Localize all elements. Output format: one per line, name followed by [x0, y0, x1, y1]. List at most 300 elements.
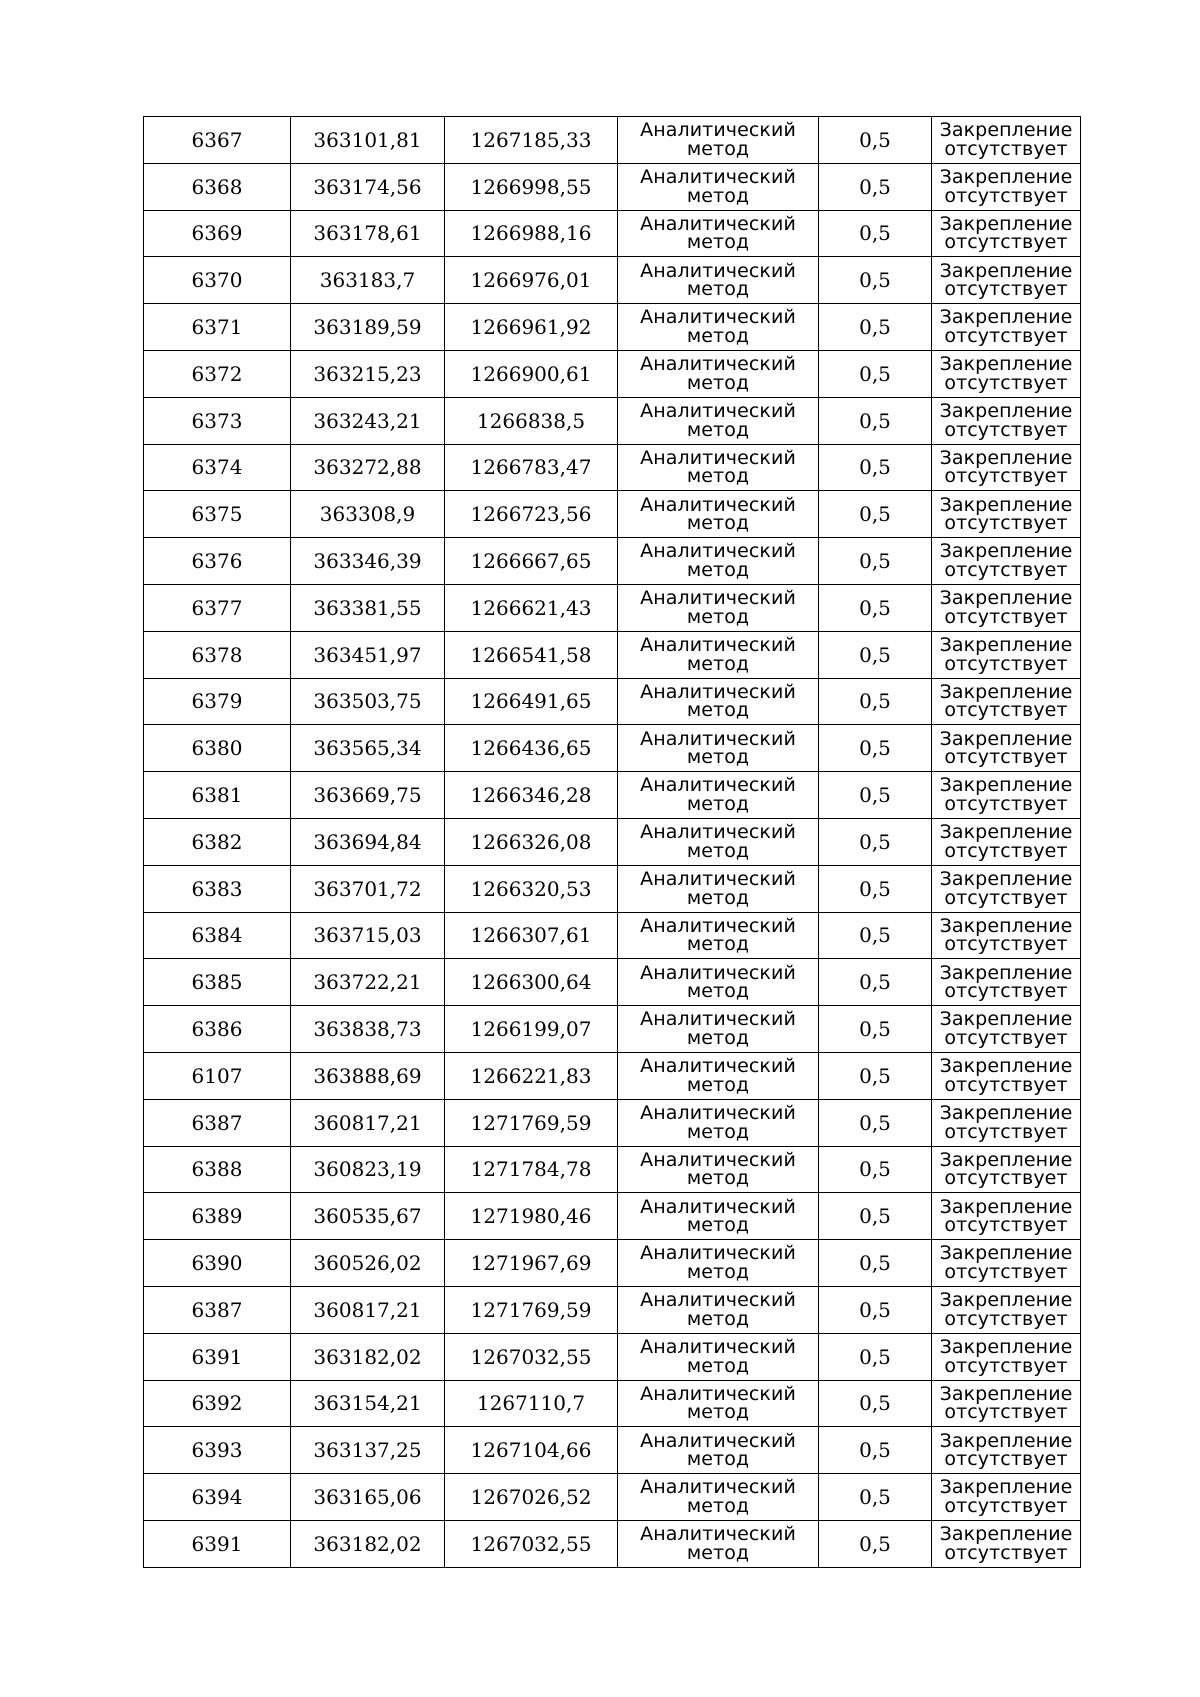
x-coordinate-cell: 363722,21	[291, 959, 445, 1006]
method-cell	[618, 1006, 819, 1053]
fixing-cell-line: отсутствует	[944, 1401, 1068, 1424]
method-cell-line: Аналитический	[640, 493, 796, 516]
fixing-cell-line: отсутствует	[944, 886, 1068, 909]
y-coordinate-cell: 1271769,59	[445, 1099, 618, 1146]
table-row	[144, 1052, 1081, 1099]
x-coordinate-cell: 360823,19	[291, 1146, 445, 1193]
method-cell	[618, 1193, 819, 1240]
method-cell-line: Аналитический	[640, 1055, 796, 1078]
fixing-cell-line: Закрепление	[939, 1195, 1073, 1218]
accuracy-cell: 0,5	[819, 1052, 932, 1099]
point-number-cell: 6373	[144, 397, 291, 444]
y-coordinate-cell: 1267185,33	[445, 117, 618, 164]
x-coordinate-cell: 363381,55	[291, 584, 445, 631]
method-cell-line: метод	[686, 652, 750, 675]
method-cell	[618, 1474, 819, 1521]
fixing-cell-line: отсутствует	[944, 652, 1068, 675]
fixing-cell-line: отсутствует	[944, 1495, 1068, 1517]
table-row	[144, 1286, 1081, 1333]
point-number-cell: 6372	[144, 350, 291, 397]
method-cell-line: метод	[686, 1167, 750, 1190]
fixing-cell-line: отсутствует	[944, 559, 1068, 582]
method-cell-line: метод	[686, 184, 750, 207]
point-number-cell: 6388	[144, 1146, 291, 1193]
fixing-cell	[932, 1240, 1081, 1287]
method-cell-line: Аналитический	[640, 821, 796, 844]
table-row	[144, 1427, 1081, 1474]
fixing-cell-line: отсутствует	[944, 933, 1068, 956]
fixing-cell-line: Закрепление	[939, 774, 1073, 797]
y-coordinate-cell: 1266320,53	[445, 865, 618, 912]
fixing-cell	[932, 1286, 1081, 1333]
y-coordinate-cell: 1267026,52	[445, 1474, 618, 1521]
table-row	[144, 210, 1081, 257]
method-cell-line: Аналитический	[640, 1523, 796, 1546]
fixing-cell-line: отсутствует	[944, 278, 1068, 301]
fixing-cell-line: Закрепление	[939, 1148, 1073, 1171]
x-coordinate-cell: 363888,69	[291, 1052, 445, 1099]
fixing-cell	[932, 1380, 1081, 1427]
accuracy-cell: 0,5	[819, 304, 932, 351]
x-coordinate-cell: 363838,73	[291, 1006, 445, 1053]
accuracy-cell: 0,5	[819, 1474, 932, 1521]
method-cell-line: метод	[686, 746, 750, 769]
y-coordinate-cell: 1266961,92	[445, 304, 618, 351]
table-row	[144, 257, 1081, 304]
point-number-cell: 6381	[144, 772, 291, 819]
y-coordinate-cell: 1266723,56	[445, 491, 618, 538]
accuracy-cell: 0,5	[819, 678, 932, 725]
fixing-cell-line: отсутствует	[944, 465, 1068, 488]
method-cell-line: Аналитический	[640, 727, 796, 750]
method-cell-line: Аналитический	[640, 1008, 796, 1031]
y-coordinate-cell: 1266436,65	[445, 725, 618, 772]
point-number-cell: 6390	[144, 1240, 291, 1287]
fixing-cell	[932, 397, 1081, 444]
table-row	[144, 912, 1081, 959]
point-number-cell: 6380	[144, 725, 291, 772]
method-cell-line: Аналитический	[640, 446, 796, 469]
table-row	[144, 631, 1081, 678]
y-coordinate-cell: 1266221,83	[445, 1052, 618, 1099]
method-cell-line: метод	[686, 1120, 750, 1143]
table-row	[144, 350, 1081, 397]
table-row	[144, 678, 1081, 725]
method-cell-line: Аналитический	[640, 1336, 796, 1358]
fixing-cell	[932, 444, 1081, 491]
fixing-cell-line: Закрепление	[939, 680, 1073, 703]
method-cell	[618, 1099, 819, 1146]
fixing-cell-line: Закрепление	[939, 446, 1073, 469]
point-number-cell: 6374	[144, 444, 291, 491]
method-cell	[618, 584, 819, 631]
fixing-cell	[932, 1052, 1081, 1099]
accuracy-cell: 0,5	[819, 444, 932, 491]
point-number-cell: 6379	[144, 678, 291, 725]
fixing-cell-line: отсутствует	[944, 1027, 1068, 1050]
table-row	[144, 538, 1081, 585]
x-coordinate-cell: 363182,02	[291, 1520, 445, 1567]
table-row	[144, 959, 1081, 1006]
fixing-cell	[932, 1427, 1081, 1474]
fixing-cell-line: Закрепление	[939, 821, 1073, 844]
accuracy-cell: 0,5	[819, 584, 932, 631]
table-row	[144, 1193, 1081, 1240]
method-cell-line: метод	[686, 1027, 750, 1050]
accuracy-cell: 0,5	[819, 631, 932, 678]
y-coordinate-cell: 1266838,5	[445, 397, 618, 444]
accuracy-cell: 0,5	[819, 725, 932, 772]
fixing-cell	[932, 725, 1081, 772]
y-coordinate-cell: 1266541,58	[445, 631, 618, 678]
fixing-cell-line: отсутствует	[944, 1167, 1068, 1190]
table-row	[144, 1099, 1081, 1146]
method-cell-line: Аналитический	[640, 1102, 796, 1125]
method-cell-line: метод	[686, 418, 750, 441]
point-number-cell: 6387	[144, 1286, 291, 1333]
accuracy-cell: 0,5	[819, 117, 932, 164]
y-coordinate-cell: 1267104,66	[445, 1427, 618, 1474]
fixing-cell-line: Закрепление	[939, 1523, 1073, 1546]
method-cell-line: Аналитический	[640, 1476, 796, 1499]
method-cell-line: метод	[686, 1307, 750, 1330]
y-coordinate-cell: 1267110,7	[445, 1380, 618, 1427]
fixing-cell-line: отсутствует	[944, 839, 1068, 862]
coordinates-table	[143, 116, 1081, 1568]
method-cell	[618, 163, 819, 210]
accuracy-cell: 0,5	[819, 397, 932, 444]
point-number-cell: 6387	[144, 1099, 291, 1146]
point-number-cell: 6376	[144, 538, 291, 585]
y-coordinate-cell: 1266621,43	[445, 584, 618, 631]
x-coordinate-cell: 363137,25	[291, 1427, 445, 1474]
method-cell-line: Аналитический	[640, 1429, 796, 1452]
fixing-cell	[932, 257, 1081, 304]
point-number-cell: 6107	[144, 1052, 291, 1099]
method-cell	[618, 397, 819, 444]
method-cell	[618, 1240, 819, 1287]
fixing-cell-line: отсутствует	[944, 793, 1068, 816]
method-cell-line: метод	[686, 371, 750, 394]
method-cell-line: метод	[686, 1354, 750, 1377]
fixing-cell-line: Закрепление	[939, 493, 1073, 516]
method-cell-line: метод	[686, 699, 750, 722]
accuracy-cell: 0,5	[819, 1380, 932, 1427]
accuracy-cell: 0,5	[819, 163, 932, 210]
fixing-cell	[932, 304, 1081, 351]
method-cell-line: метод	[686, 325, 750, 348]
fixing-cell-line: отсутствует	[944, 1261, 1068, 1284]
method-cell-line: Аналитический	[640, 1242, 796, 1265]
fixing-cell-line: Закрепление	[939, 400, 1073, 423]
table-row	[144, 117, 1081, 164]
method-cell-line: Аналитический	[640, 1382, 796, 1405]
y-coordinate-cell: 1266900,61	[445, 350, 618, 397]
table-row	[144, 444, 1081, 491]
fixing-cell	[932, 818, 1081, 865]
method-cell-line: Аналитический	[640, 166, 796, 189]
y-coordinate-cell: 1267032,55	[445, 1333, 618, 1380]
point-number-cell: 6378	[144, 631, 291, 678]
table-row	[144, 491, 1081, 538]
fixing-cell-line: Закрепление	[939, 119, 1073, 142]
fixing-cell	[932, 678, 1081, 725]
fixing-cell	[932, 631, 1081, 678]
x-coordinate-cell: 363451,97	[291, 631, 445, 678]
table-row	[144, 865, 1081, 912]
method-cell	[618, 912, 819, 959]
method-cell	[618, 491, 819, 538]
method-cell-line: метод	[686, 559, 750, 582]
y-coordinate-cell: 1266988,16	[445, 210, 618, 257]
fixing-cell-line: Закрепление	[939, 306, 1073, 329]
point-number-cell: 6371	[144, 304, 291, 351]
method-cell-line: метод	[686, 465, 750, 488]
accuracy-cell: 0,5	[819, 210, 932, 257]
y-coordinate-cell: 1266346,28	[445, 772, 618, 819]
x-coordinate-cell: 363165,06	[291, 1474, 445, 1521]
method-cell	[618, 772, 819, 819]
method-cell	[618, 818, 819, 865]
accuracy-cell: 0,5	[819, 1333, 932, 1380]
fixing-cell-line: отсутствует	[944, 1354, 1068, 1377]
point-number-cell: 6389	[144, 1193, 291, 1240]
fixing-cell-line: Закрепление	[939, 1055, 1073, 1078]
fixing-cell-line: Закрепление	[939, 868, 1073, 891]
method-cell-line: Аналитический	[640, 259, 796, 282]
table-row	[144, 1520, 1081, 1567]
method-cell	[618, 865, 819, 912]
fixing-cell	[932, 865, 1081, 912]
method-cell-line: Аналитический	[640, 914, 796, 937]
method-cell-line: Аналитический	[640, 680, 796, 703]
method-cell-line: метод	[686, 278, 750, 301]
method-cell	[618, 1380, 819, 1427]
method-cell-line: Аналитический	[640, 212, 796, 235]
fixing-cell-line: Закрепление	[939, 1289, 1073, 1312]
accuracy-cell: 0,5	[819, 1427, 932, 1474]
method-cell-line: метод	[686, 886, 750, 909]
method-cell	[618, 117, 819, 164]
method-cell	[618, 444, 819, 491]
fixing-cell-line: Закрепление	[939, 353, 1073, 376]
fixing-cell-line: отсутствует	[944, 325, 1068, 348]
fixing-cell-line: отсутствует	[944, 184, 1068, 207]
table-row	[144, 1006, 1081, 1053]
method-cell-line: метод	[686, 1495, 750, 1517]
method-cell	[618, 1146, 819, 1193]
method-cell-line: Аналитический	[640, 1289, 796, 1312]
y-coordinate-cell: 1266491,65	[445, 678, 618, 725]
x-coordinate-cell: 363715,03	[291, 912, 445, 959]
method-cell-line: Аналитический	[640, 1195, 796, 1218]
fixing-cell-line: Закрепление	[939, 727, 1073, 750]
point-number-cell: 6392	[144, 1380, 291, 1427]
accuracy-cell: 0,5	[819, 257, 932, 304]
fixing-cell	[932, 584, 1081, 631]
fixing-cell-line: Закрепление	[939, 634, 1073, 657]
x-coordinate-cell: 363243,21	[291, 397, 445, 444]
accuracy-cell: 0,5	[819, 1099, 932, 1146]
fixing-cell-line: отсутствует	[944, 1541, 1068, 1564]
fixing-cell-line: Закрепление	[939, 166, 1073, 189]
fixing-cell-line: отсутствует	[944, 1120, 1068, 1143]
fixing-cell	[932, 538, 1081, 585]
x-coordinate-cell: 363669,75	[291, 772, 445, 819]
y-coordinate-cell: 1267032,55	[445, 1520, 618, 1567]
accuracy-cell: 0,5	[819, 1006, 932, 1053]
method-cell	[618, 350, 819, 397]
accuracy-cell: 0,5	[819, 772, 932, 819]
table-row	[144, 397, 1081, 444]
fixing-cell-line: Закрепление	[939, 1382, 1073, 1405]
fixing-cell	[932, 1146, 1081, 1193]
y-coordinate-cell: 1266783,47	[445, 444, 618, 491]
x-coordinate-cell: 363308,9	[291, 491, 445, 538]
fixing-cell-line: отсутствует	[944, 699, 1068, 722]
accuracy-cell: 0,5	[819, 1193, 932, 1240]
method-cell	[618, 959, 819, 1006]
fixing-cell-line: Закрепление	[939, 1429, 1073, 1452]
fixing-cell	[932, 491, 1081, 538]
table-row	[144, 304, 1081, 351]
point-number-cell: 6370	[144, 257, 291, 304]
point-number-cell: 6375	[144, 491, 291, 538]
y-coordinate-cell: 1266998,55	[445, 163, 618, 210]
point-number-cell: 6383	[144, 865, 291, 912]
point-number-cell: 6377	[144, 584, 291, 631]
table-row	[144, 163, 1081, 210]
x-coordinate-cell: 363189,59	[291, 304, 445, 351]
fixing-cell-line: Закрепление	[939, 914, 1073, 937]
fixing-cell-line: Закрепление	[939, 961, 1073, 984]
fixing-cell	[932, 1333, 1081, 1380]
fixing-cell	[932, 912, 1081, 959]
method-cell-line: метод	[686, 1541, 750, 1564]
method-cell-line: Аналитический	[640, 634, 796, 657]
method-cell-line: Аналитический	[640, 353, 796, 376]
fixing-cell-line: Закрепление	[939, 1102, 1073, 1125]
y-coordinate-cell: 1266199,07	[445, 1006, 618, 1053]
method-cell-line: Аналитический	[640, 119, 796, 142]
y-coordinate-cell: 1271769,59	[445, 1286, 618, 1333]
x-coordinate-cell: 360817,21	[291, 1099, 445, 1146]
fixing-cell-line: Закрепление	[939, 259, 1073, 282]
method-cell-line: метод	[686, 605, 750, 628]
fixing-cell	[932, 210, 1081, 257]
fixing-cell-line: отсутствует	[944, 1214, 1068, 1237]
fixing-cell-line: Закрепление	[939, 1008, 1073, 1031]
y-coordinate-cell: 1271980,46	[445, 1193, 618, 1240]
method-cell-line: метод	[686, 980, 750, 1003]
fixing-cell-line: отсутствует	[944, 1307, 1068, 1330]
x-coordinate-cell: 360817,21	[291, 1286, 445, 1333]
method-cell-line: Аналитический	[640, 1148, 796, 1171]
table-row	[144, 1474, 1081, 1521]
method-cell-line: Аналитический	[640, 961, 796, 984]
method-cell-line: Аналитический	[640, 306, 796, 329]
method-cell-line: метод	[686, 137, 750, 160]
accuracy-cell: 0,5	[819, 912, 932, 959]
accuracy-cell: 0,5	[819, 1240, 932, 1287]
fixing-cell	[932, 1520, 1081, 1567]
accuracy-cell: 0,5	[819, 959, 932, 1006]
x-coordinate-cell: 363215,23	[291, 350, 445, 397]
coordinates-table-body	[144, 117, 1081, 1568]
method-cell-line: Аналитический	[640, 540, 796, 563]
fixing-cell-line: отсутствует	[944, 231, 1068, 254]
x-coordinate-cell: 363101,81	[291, 117, 445, 164]
method-cell	[618, 1333, 819, 1380]
fixing-cell	[932, 1193, 1081, 1240]
method-cell-line: метод	[686, 1401, 750, 1424]
table-row	[144, 1333, 1081, 1380]
point-number-cell: 6382	[144, 818, 291, 865]
method-cell	[618, 257, 819, 304]
fixing-cell	[932, 959, 1081, 1006]
x-coordinate-cell: 363565,34	[291, 725, 445, 772]
point-number-cell: 6367	[144, 117, 291, 164]
y-coordinate-cell: 1266300,64	[445, 959, 618, 1006]
table-row	[144, 725, 1081, 772]
x-coordinate-cell: 363183,7	[291, 257, 445, 304]
fixing-cell-line: отсутствует	[944, 980, 1068, 1003]
x-coordinate-cell: 363694,84	[291, 818, 445, 865]
point-number-cell: 6369	[144, 210, 291, 257]
method-cell	[618, 304, 819, 351]
method-cell	[618, 1052, 819, 1099]
point-number-cell: 6368	[144, 163, 291, 210]
accuracy-cell: 0,5	[819, 350, 932, 397]
method-cell-line: Аналитический	[640, 400, 796, 423]
fixing-cell-line: отсутствует	[944, 418, 1068, 441]
accuracy-cell: 0,5	[819, 1520, 932, 1567]
point-number-cell: 6393	[144, 1427, 291, 1474]
fixing-cell-line: Закрепление	[939, 1476, 1073, 1499]
fixing-cell-line: отсутствует	[944, 137, 1068, 160]
fixing-cell	[932, 772, 1081, 819]
y-coordinate-cell: 1266976,01	[445, 257, 618, 304]
method-cell-line: метод	[686, 1073, 750, 1096]
fixing-cell	[932, 117, 1081, 164]
fixing-cell-line: отсутствует	[944, 746, 1068, 769]
point-number-cell: 6386	[144, 1006, 291, 1053]
method-cell-line: метод	[686, 839, 750, 862]
fixing-cell-line: отсутствует	[944, 1448, 1068, 1471]
accuracy-cell: 0,5	[819, 538, 932, 585]
accuracy-cell: 0,5	[819, 865, 932, 912]
method-cell	[618, 1286, 819, 1333]
x-coordinate-cell: 360535,67	[291, 1193, 445, 1240]
method-cell-line: Аналитический	[640, 774, 796, 797]
method-cell	[618, 678, 819, 725]
table-row	[144, 584, 1081, 631]
x-coordinate-cell: 363503,75	[291, 678, 445, 725]
method-cell-line: метод	[686, 1261, 750, 1284]
method-cell-line: Аналитический	[640, 868, 796, 891]
fixing-cell-line: отсутствует	[944, 512, 1068, 535]
fixing-cell	[932, 1474, 1081, 1521]
method-cell-line: метод	[686, 933, 750, 956]
table-row	[144, 1146, 1081, 1193]
method-cell	[618, 725, 819, 772]
method-cell-line: метод	[686, 1214, 750, 1237]
x-coordinate-cell: 363174,56	[291, 163, 445, 210]
method-cell	[618, 538, 819, 585]
method-cell	[618, 1427, 819, 1474]
table-row	[144, 1240, 1081, 1287]
accuracy-cell: 0,5	[819, 491, 932, 538]
